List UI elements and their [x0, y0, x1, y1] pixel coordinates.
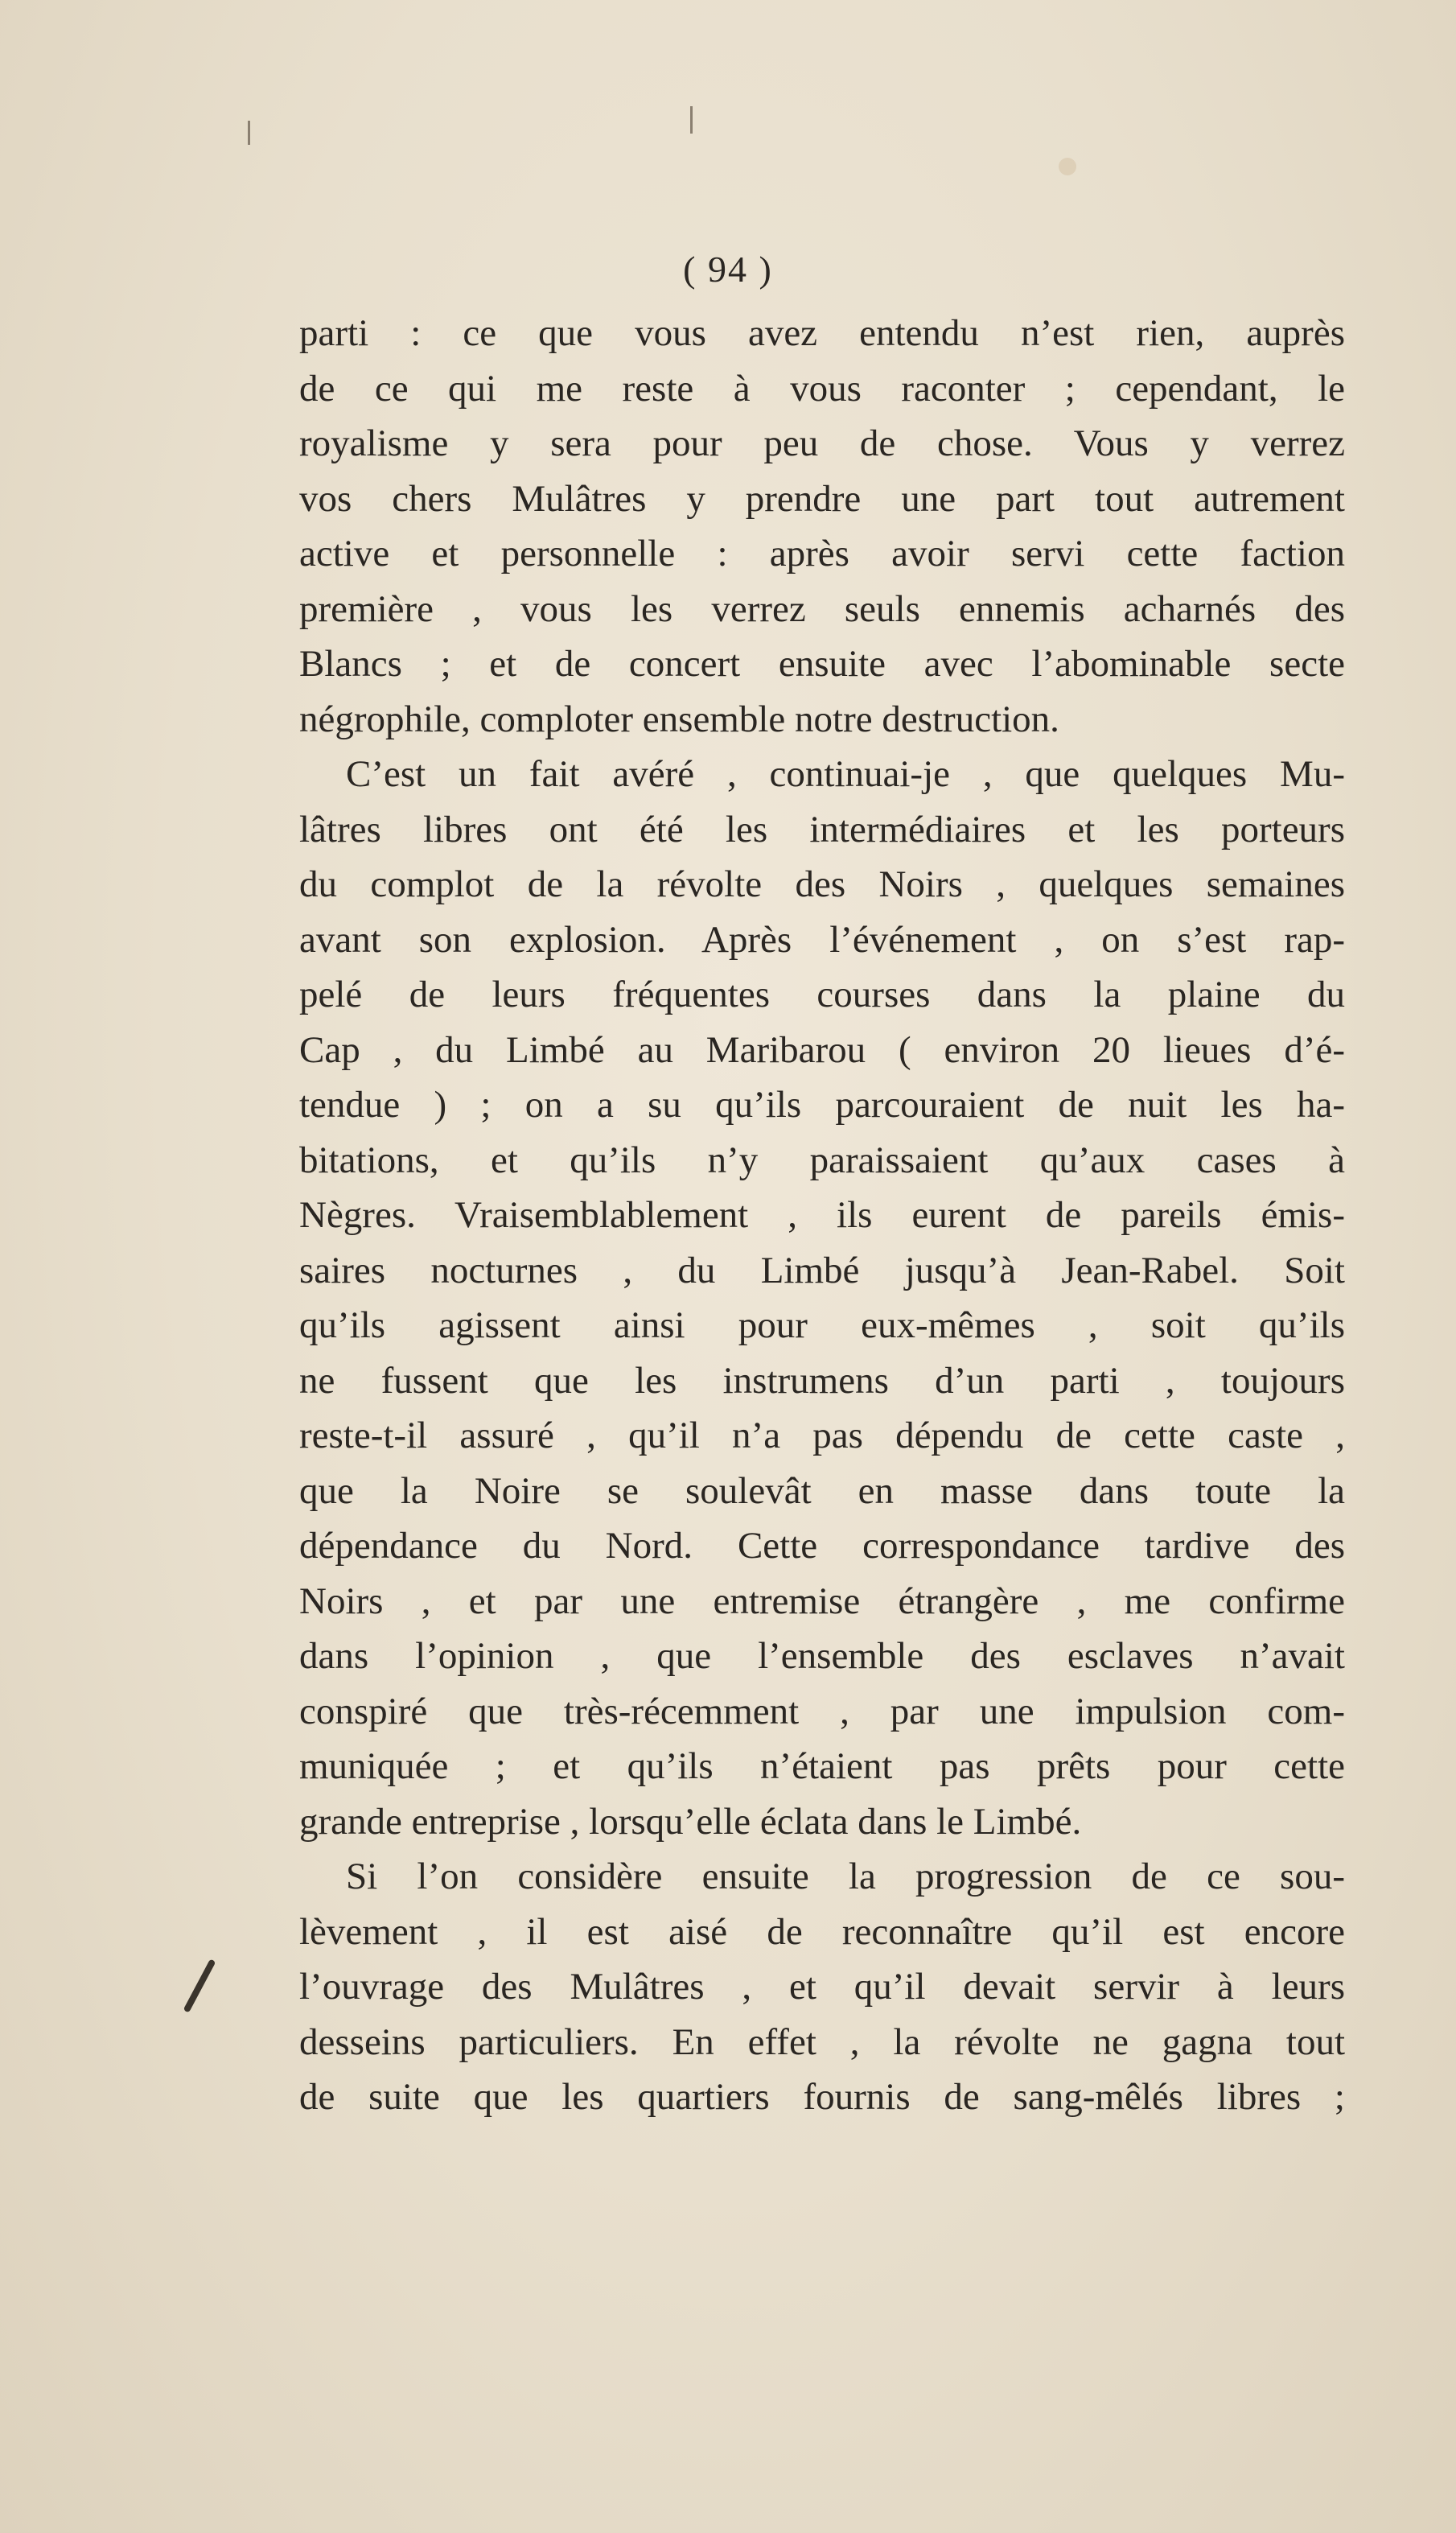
- text-line: reste-t-il assuré , qu’il n’a pas dépendu de cette caste ,: [299, 1415, 1345, 1456]
- text-line: dans l’opinion , que l’ensemble des esclaves n’avait: [299, 1635, 1345, 1677]
- text-line: avant son explosion. Après l’événement , on s’est rap-: [299, 918, 1345, 961]
- text-line: parti : ce que vous avez entendu n’est rien, auprès: [299, 312, 1345, 354]
- text-line: lèvement , il est aisé de reconnaître qu’il est encore: [299, 1910, 1345, 1953]
- text-line: l’ouvrage des Mulâtres , et qu’il devait servir à leurs: [299, 1966, 1345, 2008]
- text-line: royalisme y sera pour peu de chose. Vous y verrez: [299, 422, 1345, 464]
- text-line: de suite que les quartiers fournis de sang-mêlés libres ;: [299, 2076, 1345, 2118]
- text-block: [299, 306, 1345, 2125]
- text-line: dépendance du Nord. Cette correspondance tardive des: [299, 1525, 1345, 1567]
- text-line: lâtres libres ont été les intermédiaires et les porteurs: [299, 808, 1345, 851]
- text-line: négrophile, comploter ensemble notre destruction.: [299, 698, 1059, 740]
- margin-tick: [248, 121, 250, 145]
- page-number: ( 94 ): [683, 249, 773, 290]
- text-line: Blancs ; et de concert ensuite avec l’abominable secte: [299, 643, 1345, 685]
- text-line: bitations, et qu’ils n’y paraissaient qu’aux cases à: [299, 1139, 1345, 1181]
- text-line: active et personnelle : après avoir servi cette faction: [299, 533, 1345, 575]
- text-line: muniquée ; et qu’ils n’étaient pas prêts pour cette: [299, 1745, 1345, 1787]
- text-line: saires nocturnes , du Limbé jusqu’à Jean-Rabel. Soit: [299, 1249, 1345, 1291]
- margin-pen-mark: [183, 1958, 216, 2012]
- text-line: première , vous les verrez seuls ennemis acharnés des: [299, 587, 1345, 630]
- text-line: que la Noire se soulevât en masse dans toute la: [299, 1469, 1345, 1512]
- text-line: du complot de la révolte des Noirs , quelques semaines: [299, 863, 1345, 905]
- text-line: desseins particuliers. En effet , la révolte ne gagna tout: [299, 2020, 1345, 2063]
- text-line: qu’ils agissent ainsi pour eux-mêmes , soit qu’ils: [299, 1304, 1345, 1346]
- text-line: Nègres. Vraisemblablement , ils eurent de pareils émis-: [299, 1194, 1345, 1236]
- paragraph-start-line: C’est un fait avéré , continuai-je , que quelques Mu-: [346, 753, 1345, 795]
- paper-stain: [1059, 158, 1076, 175]
- text-line: Noirs , et par une entremise étrangère , me confirme: [299, 1580, 1345, 1622]
- margin-tick: [690, 106, 693, 134]
- text-line: ne fussent que les instrumens d’un parti , toujours: [299, 1359, 1345, 1402]
- text-line: tendue ) ; on a su qu’ils parcouraient de nuit les ha-: [299, 1084, 1345, 1126]
- text-line: de ce qui me reste à vous raconter ; cependant, le: [299, 367, 1345, 410]
- paragraph-start-line: Si l’on considère ensuite la progression de ce sou-: [346, 1855, 1345, 1897]
- text-line: Cap , du Limbé au Maribarou ( environ 20 lieues d’é-: [299, 1028, 1345, 1071]
- text-line: conspiré que très-récemment , par une impulsion com-: [299, 1690, 1345, 1732]
- text-line: pelé de leurs fréquentes courses dans la plaine du: [299, 974, 1345, 1015]
- text-line: grande entreprise , lorsqu’elle éclata dans le Limbé.: [299, 1800, 1082, 1843]
- text-line: vos chers Mulâtres y prendre une part tout autrement: [299, 477, 1345, 520]
